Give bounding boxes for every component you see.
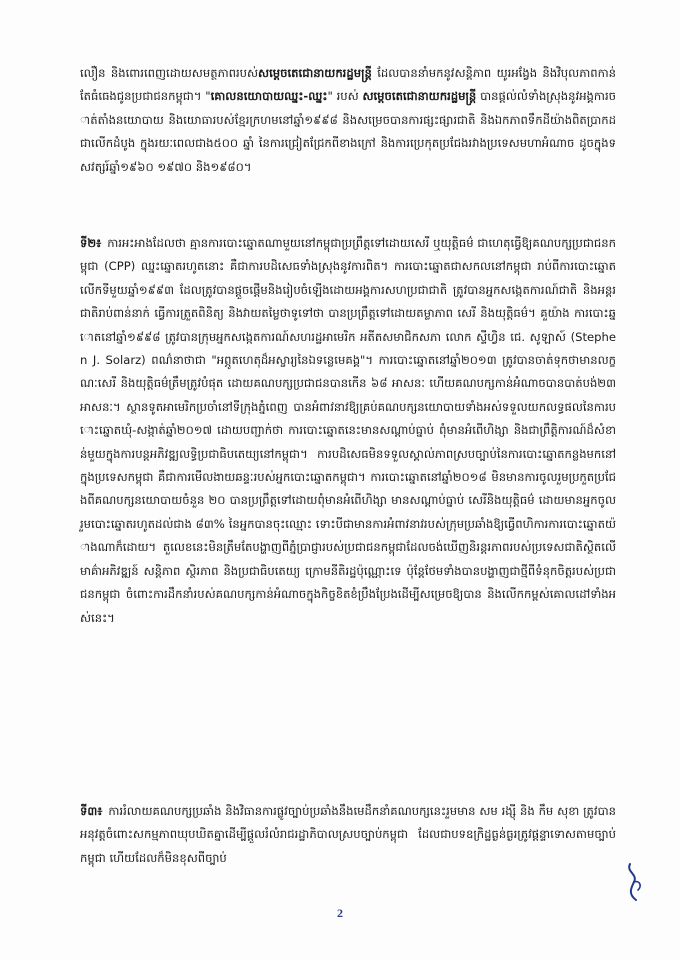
paragraph-1-text-b: ដែលបាននាំមកនូវសន្តិភាព យូរអង្វែង និងវិបុលភាពកាន់តែធំធេងជូនប្រជាជនកម្ពុជា។ "	[80, 66, 616, 104]
page-number: 2	[337, 906, 343, 920]
paragraph-1-bold-a: សម្តេចតេជោនាយករដ្ឋមន្ត្រី	[258, 66, 372, 80]
paragraph-2-number: ទី២៖	[80, 236, 102, 250]
paragraph-2-text: ការអះអាងដែលថា គ្មានការបោះឆ្នោតណាមួយនៅកម្ពុជាប្រព្រឹត្តទៅដោយសេរី ឬយុត្តិធម៌ ជាហេតុធ្វើឱ្យគណបក្សប្រជាជនកម្ពុជា (CPP) ឈ្នះឆ្នោតរហូតនោះ គឺជាការបដិសេធទាំងស្រុងនូវការពិត។ ការបោះឆ្នោតជាសកលនៅកម្ពុជា រាប់ពីការបោះឆ្នោតលើកទីមួយឆ្នាំ១៩៩៣ ដែលត្រូវបានផ្តួចផ្តើមនិងរៀបចំឡើងដោយអង្គការសហប្រជាជាតិ ត្រូវបានអ្នកសង្កេតការណ៍ជាតិ និងអន្តរជាតិរាប់ពាន់នាក់ ធ្វើការត្រួតពិនិត្យ និងវាយតម្លៃថាទូទៅថា បានប្រព្រឹត្តទៅដោយតម្លាភាព សេរី និងយុត្តិធម៌។ គួយ៉ាង ការបោះឆ្នោតនៅឆ្នាំ១៩៩៨ ត្រូវបានក្រុមអ្នកសង្កេតការណ៍សហរដ្ឋអាមេរិក អតីតសមាជិកសភា លោក ស្ទីហ្វិន ជេ. សូឡាស៍ (Stephen J. Solarz) ពណ៌នាថាជា "អព្ភូតហេតុដ៏អស្ចារ្យនៃឯទន្លេមេគង្គ"។ ការបោះឆ្នោតនៅឆ្នាំ២០១៣ ត្រូវបានចាត់ទុកថាមានលក្ខណៈសេរី និងយុត្តិធម៌ត្រឹមត្រូវបំផុត ដោយគណបក្សប្រជាជនបានកើន ៦៨ អាសនៈ ហើយគណបក្សកាន់អំណាចបានបាត់បង់២៣ អាសនៈ។ ស្ថានទូតអាមេរិកប្រចាំនៅទីក្រុងភ្នំពេញ បានអំពាវនាវឱ្យគ្រប់គណបក្សនយោបាយទាំងអស់ទទួលយកលទ្ធផលនៃការបោះឆ្នោតឃុំ-សង្កាត់ឆ្នាំ២០១៧ ដោយបញ្ជាក់ថា ការបោះឆ្នោតនេះមានសណ្តាប់ធ្នាប់ ពុំមានអំពើហិង្សា និងជាព្រឹត្តិការណ៍ដ៏សំខាន់មួយក្នុងការបន្តអភិវឌ្ឍលទ្ធិប្រជាធិបតេយ្យនៅកម្ពុជា។ ការបដិសេធមិនទទួលស្គាល់ភាពស្របច្បាប់នៃការបោះឆ្នោតកន្លងមកនៅក្នុងប្រទេសកម្ពុជា គឺជាការមើលងាយឆន្ទៈរបស់អ្នកបោះឆ្នោតកម្ពុជា។ ការបោះឆ្នោតនៅឆ្នាំ២០១៨ មិនមានការចូលរួមប្រកួតប្រជែងពីគណបក្សនយោបាយចំនួន ២០ បានប្រព្រឹត្តទៅដោយពុំមានអំពើហិង្សា មានសណ្តាប់ធ្នាប់ សេរីនិងយុត្តិធម៌ ដោយមានអ្នកចូលរួមបោះឆ្នោតរហូតដល់ជាង ៨៣% នៃអ្នកបានចុះឈ្មោះ ទោះបីជាមានការអំពាវនាវរបស់ក្រុមប្រឆាំងឱ្យធ្វើពហិការការបោះឆ្នោតយ៉ាងណាក៏ដោយ។ តួលេខនេះមិនត្រឹមតែបង្ហាញពីភ្នំប្រាជ្ញារបស់ប្រជាជនកម្ពុជាដែលចង់ឃើញនិរន្តរភាពរបស់ប្រទេសជាតិស្ថិតលើមាគ៌ាអភិវឌ្ឍន៍ សន្តិភាព ស្ថិរភាព និងប្រជាធិបតេយ្យ ក្រោមនីតិរដ្ឋប៉ុណ្ណោះទេ ប៉ុន្តែថែមទាំងបានបង្ហាញជាថ្មីពីទំនុកចិត្តរបស់ប្រជាជនកម្ពុជា ចំពោះការដឹកនាំរបស់គណបក្សកាន់អំណាចក្នុងកិច្ចខិតខំប្រឹងប្រែងដើម្បីសម្រេចឱ្យបាន និងលើកកម្ពស់គោលដៅទាំងអស់នេះ។	[80, 236, 616, 625]
paragraph-1-text-c: " របស់	[327, 89, 363, 104]
paragraph-1-bold-b: គោលនយោបាយឈ្នះ-ឈ្នះ	[210, 89, 328, 104]
paragraph-3-number: ទី៣៖	[80, 804, 103, 818]
paragraph-1-bold-c: សម្តេចតេជោនាយករដ្ឋមន្ត្រី	[362, 89, 477, 104]
paragraph-2	[80, 232, 616, 630]
paragraph-1-text-d: បានផ្តល់លំទាំងស្រុងនូវអង្គការចាត់តាំងនយោបាយ និងយោធារបស់ខ្មែរក្រហមនៅឆ្នាំ១៩៩៨ និងសម្រេចបានការផ្សះផ្សារជាតិ និងឯកភាពទឹកដីយ៉ាងពិតប្រាកដជាលើកដំបូង ក្នុងរយៈពេលជាង៥០០ ឆ្នាំ នៃការជ្រៀតជ្រែកពីខាងក្រៅ និងការប្រេកុតប្រជែងរវាងប្រទេសមហាអំណាច ដូចក្នុងទសវត្សរ៍ឆ្នាំ១៩៦០ ១៩៧០ និង១៩៨០។	[80, 89, 616, 174]
handwritten-initial-mark-icon	[622, 858, 646, 906]
paragraph-1	[80, 62, 616, 179]
paragraph-3-text: ការរំលាយគណបក្សប្រឆាំង និងវិធានការផ្លូវច្បាប់ប្រឆាំងនឹងមេដឹកនាំគណបក្សនេះរួមមាន សម រង្ស៊ី និង កឹម សុខា ត្រូវបានអនុវត្តចំពោះសកម្មភាពឃុបឃិតគ្នាដើម្បីផ្តួលរំលំរាជរដ្ឋាភិបាលស្របច្បាប់កម្ពុជា ដែលជាបទឧក្រិដ្ឋធ្ងន់ធ្ងរត្រូវផ្តន្ទាទោសតាមច្បាប់កម្ពុជា ហើយដែលក៏មិនខុសពីច្បាប់	[80, 804, 616, 865]
paragraph-3	[80, 800, 616, 870]
paragraph-1-text-a: លឿន និងពោរពេញដោយសមត្ថភាពរបស់	[80, 66, 259, 80]
